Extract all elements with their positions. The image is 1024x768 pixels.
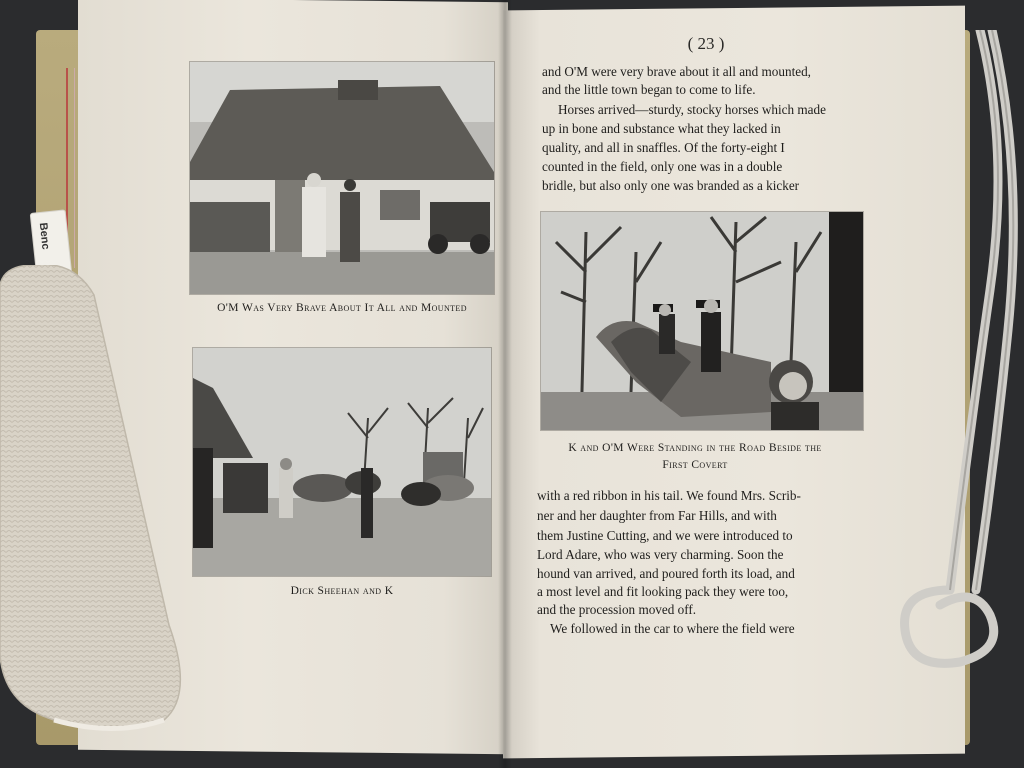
text-line: quality, and all in snaffles. Of the forty-eight I	[542, 140, 785, 155]
page-number: ( 23 )	[687, 34, 725, 53]
text-line: hound van arrived, and poured forth its load, and	[537, 566, 795, 581]
tag-label: Benc	[36, 222, 52, 251]
photo-riders-road	[541, 212, 863, 430]
text-line: and the procession moved off.	[537, 602, 697, 617]
photo3-caption-line2: First Covert	[662, 459, 728, 471]
text-line: bridle, but also only one was branded as a kicker	[542, 178, 800, 193]
photo-cottage-mounting	[190, 62, 494, 294]
text-line: them Justine Cutting, and we were introduced to	[537, 528, 793, 543]
text-line: and the little town began to come to life.	[542, 82, 756, 97]
photo1-caption: O'M Was Very Brave About It All and Mounted	[217, 302, 467, 314]
photo2-caption: Dick Sheehan and K	[290, 585, 394, 597]
text-line: ner and her daughter from Far Hills, and with	[537, 508, 777, 523]
rope-cord	[880, 30, 1024, 680]
text-line: Horses arrived—sturdy, stocky horses which made	[558, 102, 826, 117]
photo-horses-road	[193, 348, 491, 576]
text-line: Lord Adare, who was very charming. Soon the	[537, 547, 784, 562]
text-line: with a red ribbon in his tail. We found Mrs. Scrib-	[537, 488, 801, 503]
text-line: and O'M were very brave about it all and mounted,	[542, 64, 811, 79]
text-line: a most level and fit looking pack they were too,	[537, 584, 789, 599]
knitted-sock	[0, 265, 194, 735]
text-line: counted in the field, only one was in a double	[542, 159, 783, 174]
text-line: up in bone and substance what they lacked in	[542, 121, 781, 136]
text-line: We followed in the car to where the field were	[550, 621, 795, 636]
photo3-caption-line1: K and O'M Were Standing in the Road Beside the	[568, 442, 822, 454]
book-spine-shadow	[498, 0, 512, 768]
